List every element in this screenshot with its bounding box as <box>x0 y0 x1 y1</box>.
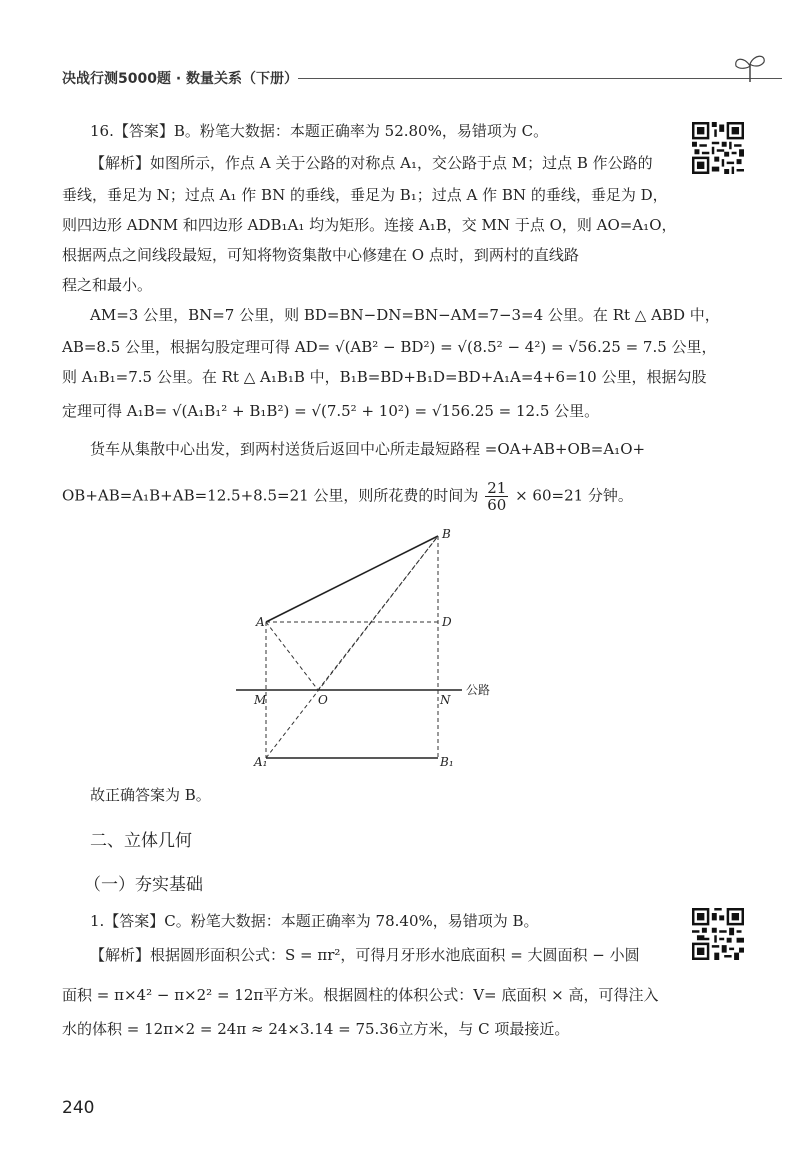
running-header <box>62 66 762 96</box>
analysis-line: 程之和最小。 <box>62 276 153 294</box>
analysis-line: 根据两点之间线段最短，可知将物资集散中心修建在 O 点时，到两村的直线路 <box>62 246 579 264</box>
segment-AB <box>266 536 438 622</box>
label-A: A <box>256 615 265 629</box>
sprout-icon <box>730 52 770 82</box>
route-text: OB+AB=A₁B+AB=12.5+8.5=21 公里，则所花费的时间为 <box>62 486 479 505</box>
conclusion-q16: 故正确答案为 B。 <box>90 786 211 804</box>
time-fraction <box>485 480 508 513</box>
calc-line: 定理可得 A₁B= √(A₁B₁² + B₁B²) = √(7.5² + 10²) = √156.25 = 12.5 公里。 <box>62 402 600 420</box>
qr-code-icon[interactable] <box>692 122 744 174</box>
header-rule <box>298 78 782 79</box>
segment-A1B <box>266 536 438 758</box>
route-line: 货车从集散中心出发，到两村送货后返回中心所走最短路程 =OA+AB+OB=A₁O+ <box>90 440 646 458</box>
section-title: 二、立体几何 <box>90 831 192 851</box>
page-number: 240 <box>62 1098 95 1118</box>
label-B: B <box>442 527 451 541</box>
fraction-denominator: 60 <box>487 496 507 514</box>
label-B1: B₁ <box>440 755 454 769</box>
geometry-diagram <box>230 522 530 772</box>
header-title: 决战行测5000题 · 数量关系（下册） <box>62 71 299 87</box>
qr-code-icon[interactable] <box>692 908 744 960</box>
subsection-title: （一）夯实基础 <box>84 875 203 895</box>
calc-line: AB=8.5 公里，根据勾股定理可得 AD= √(AB² − BD²) = √(8.5² − 4²) = √56.25 = 7.5 公里， <box>62 338 717 356</box>
label-M: M <box>254 693 267 707</box>
label-road: 公路 <box>466 683 491 697</box>
segment-AO <box>266 622 318 690</box>
answer-line-q1: 1.【答案】C。粉笔大数据：本题正确率为 78.40%，易错项为 B。 <box>90 912 539 930</box>
analysis-line: 垂线，垂足为 N；过点 A₁ 作 BN 的垂线，垂足为 B₁；过点 A 作 BN 的垂线，垂足为 D， <box>62 186 668 204</box>
answer-line-q16: 16.【答案】B。粉笔大数据：本题正确率为 52.80%，易错项为 C。 <box>90 122 549 140</box>
analysis-line: 【解析】如图所示，作点 A 关于公路的对称点 A₁，交公路于点 M；过点 B 作公路的 <box>90 154 653 172</box>
label-D: D <box>442 615 452 629</box>
analysis-line: 【解析】根据圆形面积公式：S = πr²，可得月牙形水池底面积 = 大圆面积 − 小圆 <box>90 946 640 964</box>
calc-line: AM=3 公里，BN=7 公里，则 BD=BN−DN=BN−AM=7−3=4 公里。在 Rt △ ABD 中， <box>90 306 720 324</box>
label-O: O <box>318 693 328 707</box>
label-N: N <box>440 693 451 707</box>
calc-line: 则 A₁B₁=7.5 公里。在 Rt △ A₁B₁B 中，B₁B=BD+B₁D=BD+A₁A=4+6=10 公里，根据勾股 <box>62 368 707 386</box>
analysis-line: 则四边形 ADNM 和四边形 ADB₁A₁ 均为矩形。连接 A₁B，交 MN 于点 O，则 AO=A₁O， <box>62 216 677 234</box>
analysis-line: 水的体积 = 12π×2 = 24π ≈ 24×3.14 = 75.36立方米，与 C 项最接近。 <box>62 1020 570 1038</box>
analysis-line: 面积 = π×4² − π×2² = 12π平方米。根据圆柱的体积公式：V= 底面积 × 高，可得注入 <box>62 986 659 1004</box>
route-tail: × 60=21 分钟。 <box>515 486 633 505</box>
label-A1: A₁ <box>254 755 268 769</box>
fraction-numerator: 21 <box>487 479 507 497</box>
route-line-2 <box>62 480 633 513</box>
